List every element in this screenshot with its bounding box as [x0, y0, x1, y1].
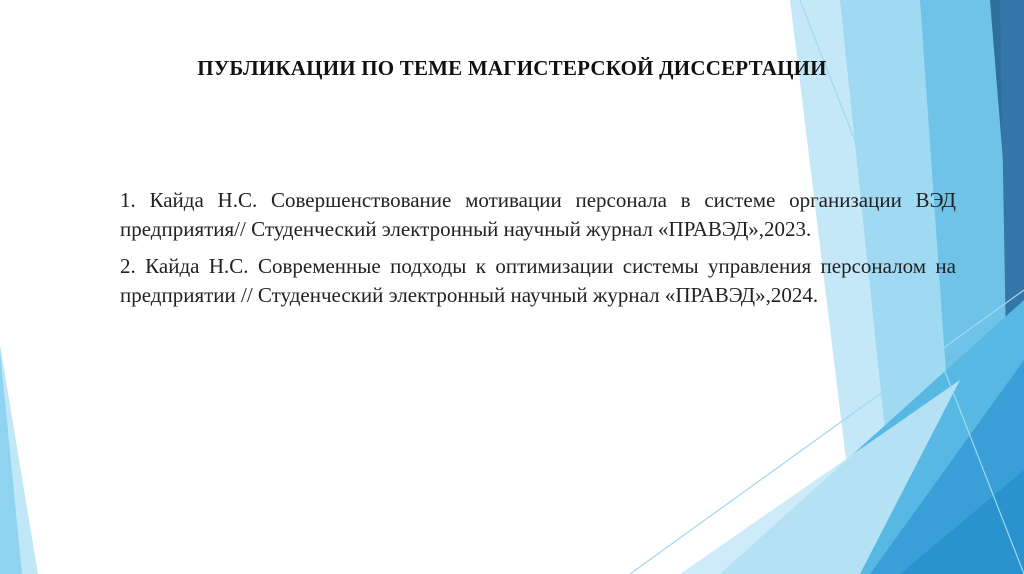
references-list — [120, 186, 956, 318]
reference-item-2: 2. Кайда Н.С. Современные подходы к оптимизации системы управления персоналом на предприятии // Студенческий электронный научный журнал «ПРАВЭД»,2024. — [120, 254, 956, 307]
reference-item-1: 1. Кайда Н.С. Совершенствование мотивации персонала в системе организации ВЭД предприятия// Студенческий электронный научный журнал «ПРАВЭД»,2023. — [120, 188, 956, 241]
slide-title: ПУБЛИКАЦИИ ПО ТЕМЕ МАГИСТЕРСКОЙ ДИССЕРТАЦИИ — [197, 56, 827, 80]
